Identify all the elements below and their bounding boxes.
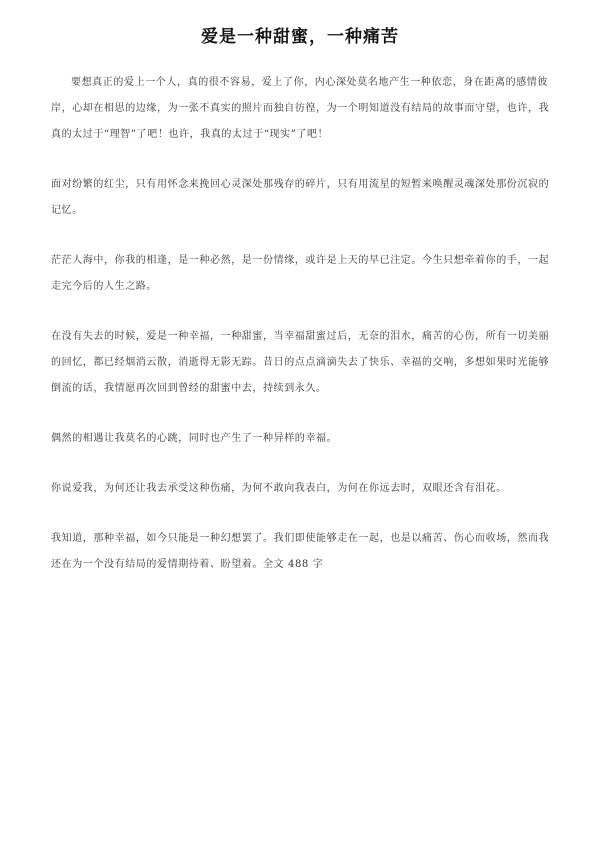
paragraph-7: 我知道，那种幸福，如今只能是一种幻想罢了。我们即使能够走在一起，也是以痛苦、伤心而收场，然而我还在为一个没有结局的爱情期待着、盼望着。全文 488 字 xyxy=(51,533,550,570)
paragraph-gap xyxy=(51,452,551,476)
document-body xyxy=(51,70,551,578)
paragraph-gap xyxy=(51,224,551,248)
paragraph-gap xyxy=(51,148,551,172)
paragraph-5: 偶然的相遇让我莫名的心跳，同时也产生了一种异样的幸福。 xyxy=(51,433,338,444)
document-title: 爱是一种甜蜜，一种痛苦 xyxy=(201,27,399,47)
paragraph-gap xyxy=(51,502,551,526)
paragraph-2: 面对纷繁的红尘，只有用怀念来挽回心灵深处那残存的碎片，只有用流星的短暂来唤醒灵魂深处那份沉寂的记忆。 xyxy=(51,179,550,216)
paragraph-3: 茫茫人海中，你我的相逢，是一种必然，是一份情缘，或许是上天的早已注定。今生只想牵着你的手，一起走完今后的人生之路。 xyxy=(51,255,550,292)
paragraph-gap xyxy=(51,402,551,426)
paragraph-4: 在没有失去的时候，爱是一种幸福，一种甜蜜，当幸福甜蜜过后，无奈的泪水，痛苦的心伤，所有一切美丽的回忆，都已经烟消云散，消逝得无影无踪。昔日的点点滴滴失去了快乐、幸福的交响，多想如果时光能够倒流的话，我情愿再次回到曾经的甜蜜中去，持续到永久。 xyxy=(51,331,550,394)
paragraph-6: 你说爱我，为何还让我去承受这种伤痛，为何不敢向我表白，为何在你远去时，双眼还含有泪花。 xyxy=(51,483,507,494)
paragraph-1: 要想真正的爱上一个人，真的很不容易，爱上了你，内心深处莫名地产生一种依恋，身在距离的感情彼岸，心却在相思的边缘，为一张不真实的照片而独自彷徨，为一个明知道没有结局的故事而守望，也许，我真的太过于“理智”了吧！也许，我真的太过于“现实”了吧！ xyxy=(51,77,550,140)
paragraph-gap xyxy=(51,300,551,324)
